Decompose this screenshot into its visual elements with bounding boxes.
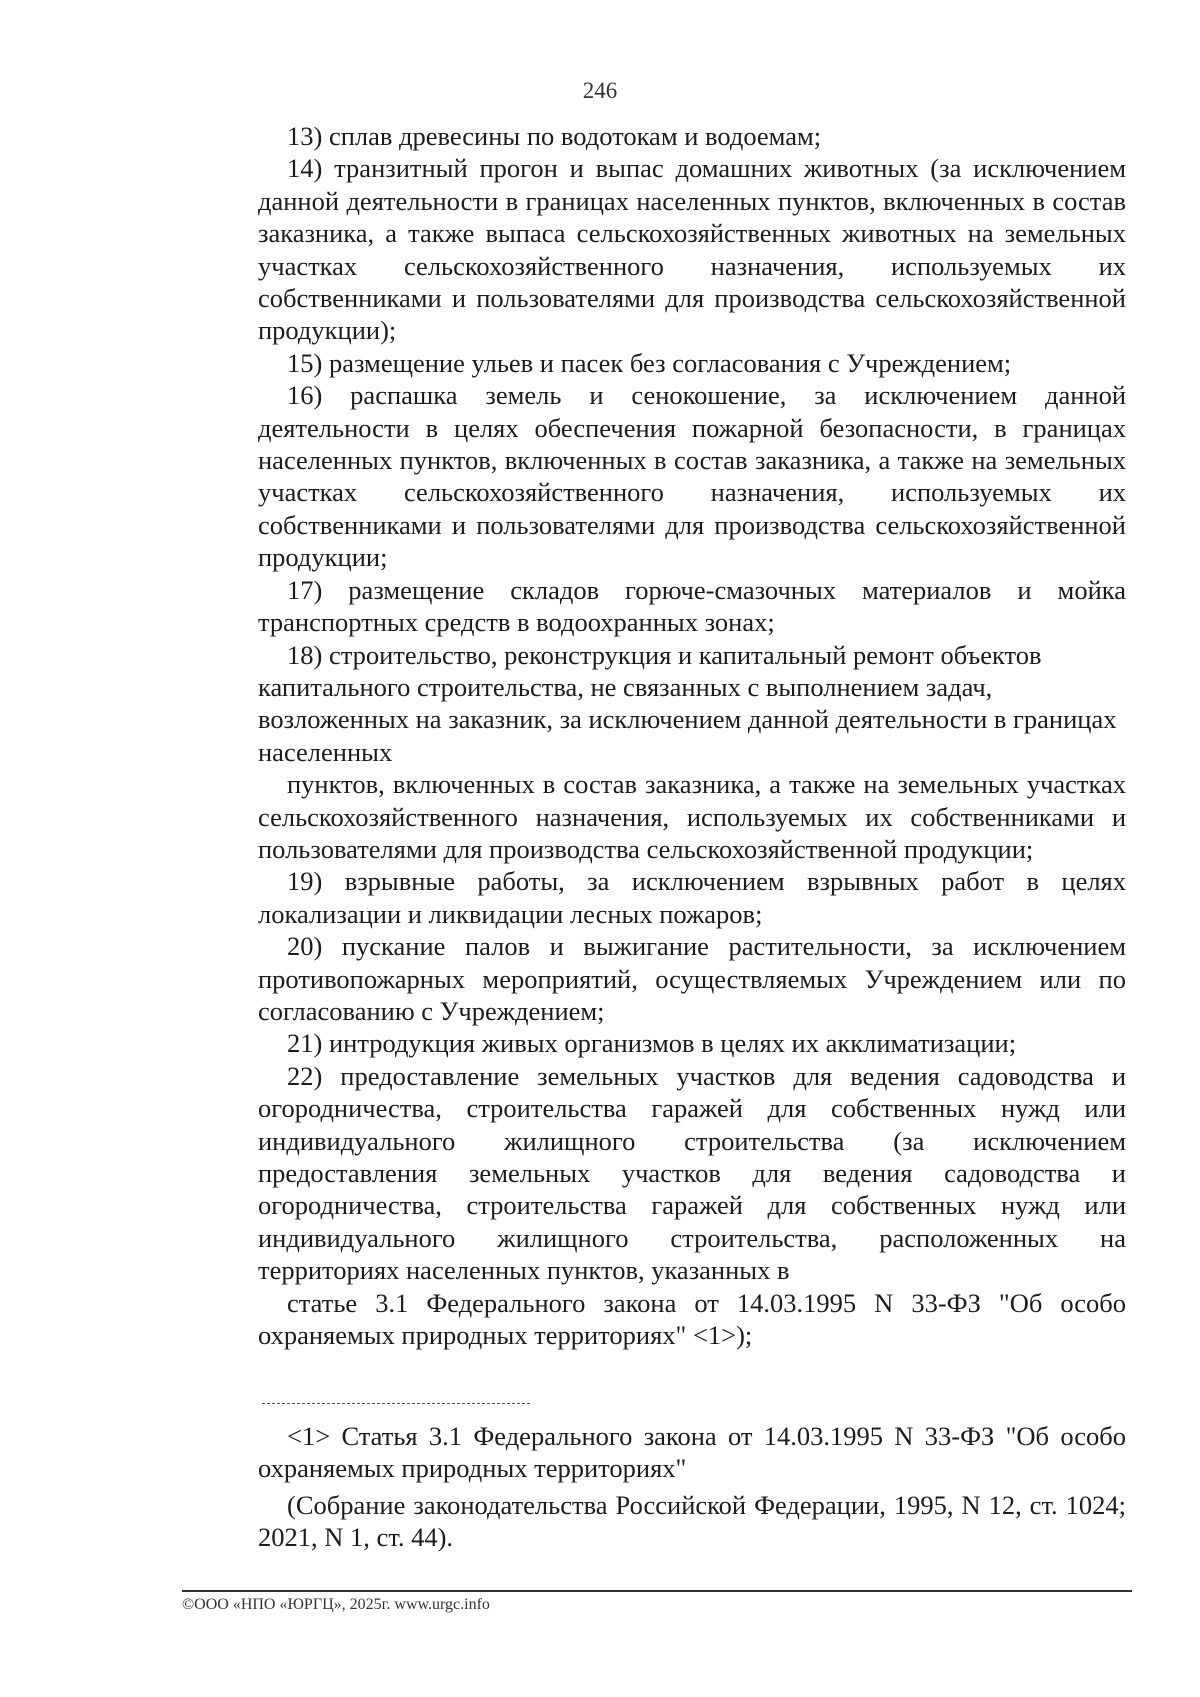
paragraph-19: 19) взрывные работы, за исключением взрывных работ в целях локализации и ликвидации лесных пожаров; — [258, 866, 1126, 929]
paragraph-15: 15) размещение ульев и пасек без согласования с Учреждением; — [287, 347, 1012, 378]
page-number: 246 — [582, 78, 618, 103]
paragraph-13: 13) сплав древесины по водотокам и водоемам; — [287, 121, 822, 151]
paragraph-22-continued: статье 3.1 Федерального закона от 14.03.1995 N 33-ФЗ "Об особо охраняемых природных территориях" <1>); — [258, 1287, 1126, 1351]
footnotes — [258, 1420, 1126, 1558]
footnote-1-source: (Собрание законодательства Российской Федерации, 1995, N 12, ст. 1024; 2021, N 1, ст. 44). — [258, 1489, 1126, 1553]
paragraph-18-continued: пунктов, включенных в состав заказника, а также на земельных участках сельскохозяйственного назначения, используемых их собственниками и пользователями для производства сельскохозяйственной продукции; — [258, 769, 1126, 864]
footer-divider — [182, 1590, 1132, 1592]
paragraph-21: 21) интродукция живых организмов в целях их акклиматизации; — [287, 1028, 1017, 1059]
footnote-divider — [262, 1403, 530, 1404]
paragraph-22: 22) предоставление земельных участков для ведения садоводства и огородничества, строительства гаражей для собственных нужд или индивидуального жилищного строительства (за исключением предоставления земельных участков для ведения садоводства и огородничества, строительства гаражей для собственных нужд или индивидуального жилищного строительства, расположенных на территориях населенных пунктов, указанных в — [258, 1060, 1126, 1286]
paragraph-16: 16) распашка земель и сенокошение, за исключением данной деятельности в целях обеспечения пожарной безопасности, в границах населенных пунктов, включенных в состав заказника, а также на земельных участках сельскохозяйственного назначения, используемых их собственниками и пользователями для производства сельскохозяйственной продукции; — [258, 380, 1126, 573]
paragraph-18: 18) строительство, реконструкция и капитальный ремонт объектов капитального строительства, не связанных с выполнением задач, возложенных на заказник, за исключением данной деятельности в границах населенных — [258, 639, 1117, 767]
paragraph-14: 14) транзитный прогон и выпас домашних животных (за исключением данной деятельности в границах населенных пунктов, включенных в состав заказника, а также выпаса сельскохозяйственных животных на земельных участках сельскохозяйственного назначения, используемых их собственниками и пользователями для производства сельскохозяйственной продукции); — [258, 153, 1126, 346]
footnote-1: <1> Статья 3.1 Федерального закона от 14.03.1995 N 33-ФЗ "Об особо охраняемых природных территориях" — [258, 1421, 1126, 1484]
paragraph-17: 17) размещение складов горюче-смазочных материалов и мойка транспортных средств в водоохранных зонах; — [258, 574, 1126, 638]
footer-copyright: ©ООО «НПО «ЮРГЦ», 2025г. www.urgc.info — [182, 1596, 490, 1613]
document-body — [258, 120, 1126, 1351]
paragraph-20: 20) пускание палов и выжигание растительности, за исключением противопожарных мероприятий, осуществляемых Учреждением или по согласованию с Учреждением; — [258, 931, 1126, 1026]
